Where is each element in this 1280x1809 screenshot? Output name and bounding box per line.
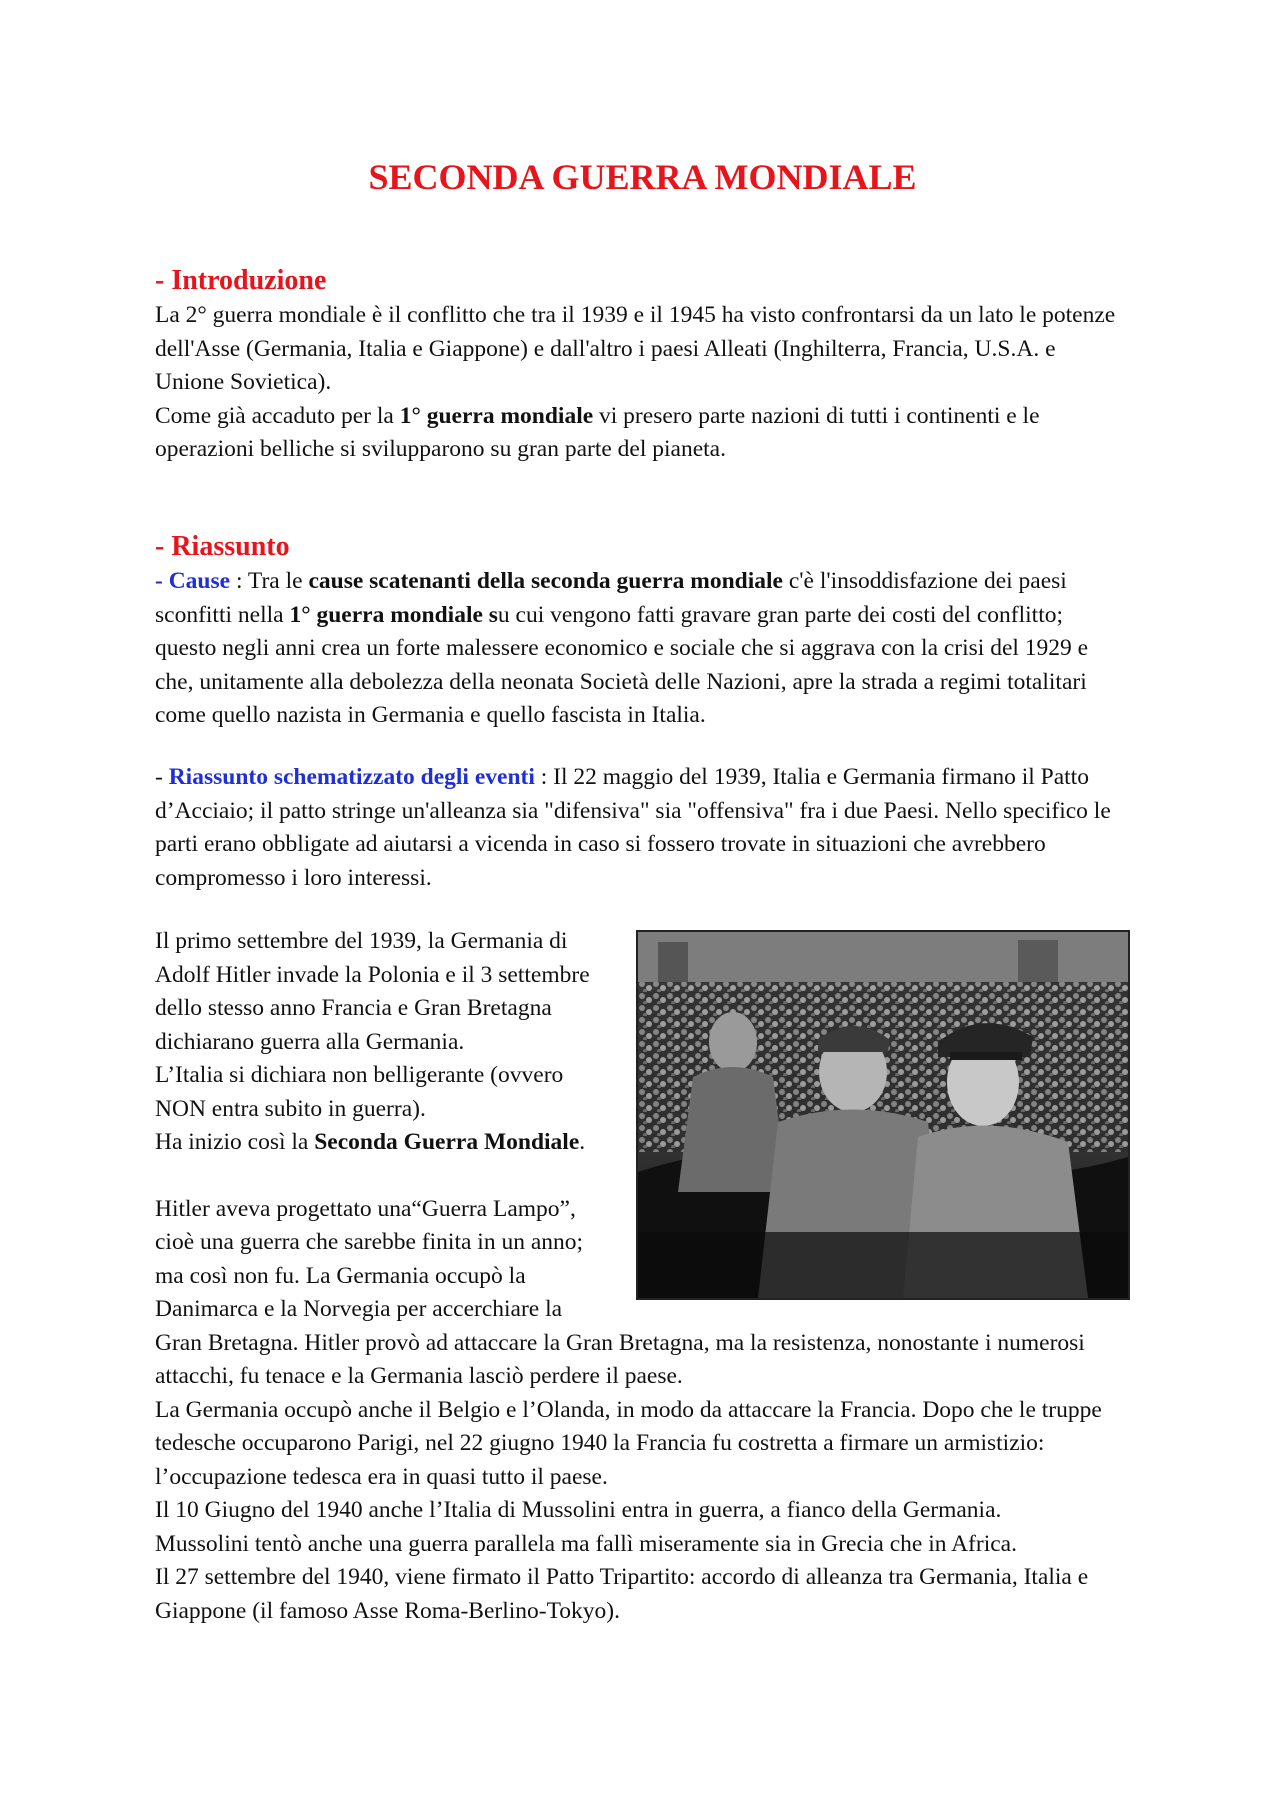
page-title: SECONDA GUERRA MONDIALE	[368, 157, 917, 197]
cause-bold-1: cause scatenanti della seconda guerra mondiale	[308, 568, 783, 594]
schema-paragraph	[155, 761, 1130, 895]
schema-text: : Il 22 maggio del 1939, Italia e Germania firmano il Patto d’Acciaio; il patto stringe un'alleanza sia "difensiva" sia "offensiva" fra i due Paesi. Nello specifico le parti erano obbligate ad aiutarsi a vicenda in caso si fossero trovate in situazioni che avrebbero compromesso i loro interessi.	[155, 764, 1111, 891]
events-section	[155, 925, 1130, 1628]
event-p3-bold: Seconda Guerra Mondiale	[314, 1129, 580, 1155]
intro-heading: - Introduzione	[155, 265, 327, 296]
cause-text-c: u cui vengono fatti gravare gran parte dei costi del conflitto; questo negli anni crea un forte malessere economico e sociale che si aggrava con la crisi del 1929 e che, unitamente alla debolezza della neonata Società delle Nazioni, apre la strada a regimi totalitari come quello nazista in Germania e quello fascista in Italia.	[155, 601, 1089, 728]
cause-label: - Cause	[155, 568, 231, 594]
event-paragraph-5: La Germania occupò anche il Belgio e l’Olanda, in modo da attaccare la Francia. Dopo che le truppe tedesche occuparono Parigi, nel 22 giugno 1940 la Francia fu costretta a firmare un armistizio: l’occupazione tedesca era in quasi tutto il paese.	[155, 1396, 1102, 1490]
intro-p2-text-b: vi presero parte nazioni di tutti i continenti e le operazioni belliche si svilupparono su gran parte del pianeta.	[155, 402, 1040, 462]
cause-text-b: c'è l'insoddisfazione dei paesi sconfitti nella	[155, 568, 1067, 628]
cause-text-a: : Tra le	[230, 568, 309, 594]
historical-photo	[636, 930, 1130, 1300]
event-paragraph-8: Il 27 settembre del 1940, viene firmato il Patto Tripartito: accordo di alleanza tra Germania, Italia e Giappone (il famoso Asse Roma-Berlino-Tokyo).	[155, 1564, 1089, 1624]
intro-paragraph-2	[155, 400, 1130, 467]
riassunto-section	[155, 529, 1130, 733]
event-paragraph-2: L’Italia si dichiara non belligerante (ovvero NON entra subito in guerra).	[155, 1062, 564, 1122]
event-paragraph-6: Il 10 Giugno del 1940 anche l’Italia di Mussolini entra in guerra, a fianco della Germania.	[155, 1497, 1002, 1523]
riassunto-heading: - Riassunto	[155, 531, 290, 562]
intro-p2-text-a: Come già accaduto per la	[155, 402, 400, 429]
schema-label: Riassunto schematizzato degli eventi	[168, 764, 535, 790]
photo-illustration	[638, 932, 1128, 1298]
intro-paragraph-1: La 2° guerra mondiale è il conflitto che tra il 1939 e il 1945 ha visto confrontarsi da un lato le potenze dell'Asse (Germania, Italia e Giappone) e dall'altro i paesi Alleati (Inghilterra, Francia, U.S.A. e Unione Sovietica).	[155, 302, 1116, 395]
intro-p2-bold: 1° guerra mondiale	[399, 402, 594, 429]
cause-paragraph	[155, 565, 1130, 733]
event-p3-text-a: Ha inizio così la	[155, 1129, 315, 1155]
event-paragraph-4: Hitler aveva progettato una“Guerra Lampo”, cioè una guerra che sarebbe finita in un anno; ma così non fu. La Germania occupò la Danimarca e la Norvegia per accerchiare la Gran Bretagna. Hitler provò ad attaccare la Gran Bretagna, ma la resistenza, nonostante i numerosi attacchi, fu tenace e la Germania lasciò perdere il paese.	[155, 1195, 1085, 1389]
intro-section	[155, 263, 1130, 467]
event-paragraph-1: Il primo settembre del 1939, la Germania di Adolf Hitler invade la Polonia e il 3 settembre dello stesso anno Francia e Gran Bretagna dichiarano guerra alla Germania.	[155, 928, 590, 1055]
event-paragraph-7: Mussolini tentò anche una guerra parallela ma fallì miseramente sia in Grecia che in Africa.	[155, 1530, 1017, 1557]
event-p3-text-b: .	[579, 1129, 586, 1155]
schema-dash: -	[155, 764, 169, 790]
schema-section	[155, 761, 1130, 895]
cause-bold-2: 1° guerra mondiale s	[289, 601, 498, 628]
